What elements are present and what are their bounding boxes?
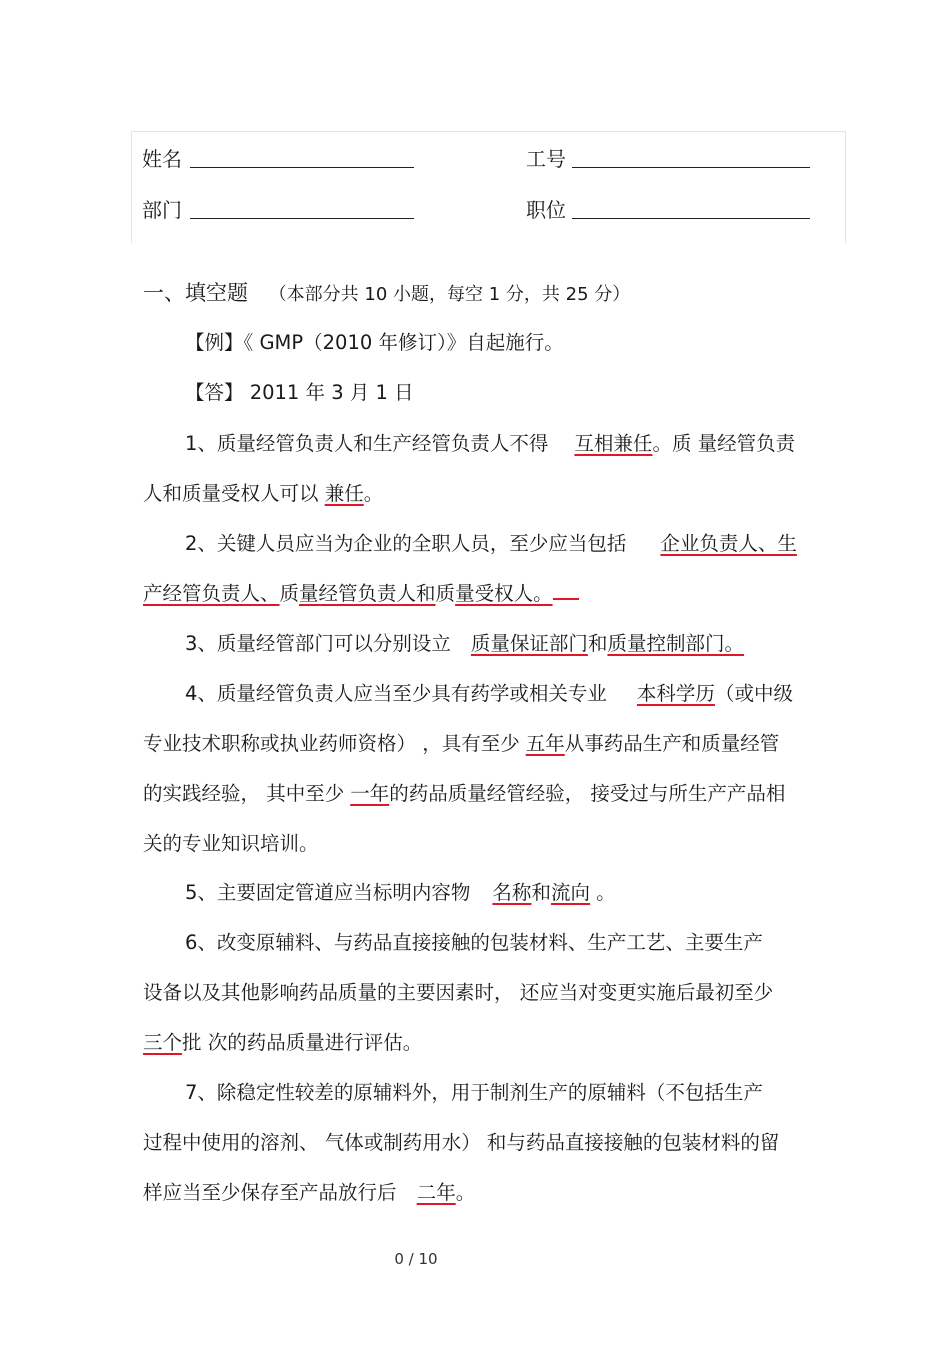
q4-text: 的实践经验， 其中至少: [143, 782, 345, 805]
q4-line-3: [143, 781, 785, 807]
q4-text: 的药品质量经管经验， 接受过与所生产产品相: [389, 782, 786, 805]
id-blank[interactable]: [572, 167, 810, 168]
name-label: 姓名: [142, 147, 182, 171]
q3-answer-2: 质量控制部门。: [607, 632, 744, 655]
q7-line-3: [143, 1180, 475, 1206]
example-answer: 【答】 2011 年 3 月 1 日: [185, 381, 414, 404]
q2-text: 2、关键人员应当为企业的全职人员，至少应当包括: [185, 532, 627, 555]
q6-line-3: [143, 1030, 422, 1056]
q1-text: 1、质量经管负责人和生产经管负责人不得: [185, 432, 549, 455]
q1-line-2: [143, 481, 383, 507]
q6-answer: 三个: [143, 1031, 183, 1054]
section-heading: [143, 280, 630, 308]
q7-text: 样应当至少保存至产品放行后: [143, 1181, 403, 1204]
position-label: 职位: [526, 198, 566, 222]
q7-line-2: 过程中使用的溶剂、 气体或制药用水） 和与药品直接接触的包装材料的留: [143, 1131, 780, 1154]
id-label: 工号: [526, 147, 566, 171]
q2-answer: 量受权人。: [455, 582, 553, 605]
q6-text: 批 次的药品质量进行评估。: [182, 1031, 423, 1054]
q7-line-1: 7、除稳定性较差的原辅料外，用于制剂生产的原辅料（不包括生产: [185, 1081, 763, 1104]
q5-answer-1: 名称: [492, 881, 532, 904]
q6-line-1: 6、改变原辅料、与药品直接接触的包装材料、生产工艺、主要生产: [185, 931, 763, 954]
q4-line-2: [143, 731, 779, 757]
q3-text: 3、质量经管部门可以分别设立: [185, 632, 451, 655]
q1-text: 。: [363, 482, 384, 505]
q3-answer-1: 质量保证部门: [470, 632, 588, 655]
q7-text: 。: [455, 1181, 476, 1204]
dept-label: 部门: [142, 198, 182, 222]
section-title: 一、填空题: [143, 281, 248, 305]
q5-text: 和: [531, 881, 551, 904]
q3-line: [185, 631, 744, 657]
q1-line-1: [185, 431, 795, 457]
q4-text: 4、质量经管负责人应当至少具有药学或相关专业: [185, 682, 607, 705]
q2-text: 质: [435, 582, 456, 605]
dept-field[interactable]: [142, 198, 182, 222]
employee-info-box: [131, 131, 846, 243]
q4-line-1: [185, 681, 793, 707]
q2-line-1: [185, 531, 797, 557]
q4-text: 专业技术职称或执业药师资格） ，具有至少: [143, 732, 520, 755]
q4-line-4: 关的专业知识培训。: [143, 832, 319, 855]
q1-answer-1: 互相兼任: [574, 432, 653, 455]
q2-line-2: [143, 581, 579, 607]
q1-text: 人和质量受权人可以: [143, 482, 325, 505]
q4-answer-3: 一年: [350, 782, 390, 805]
q2-answer: 企业负责人、生: [660, 532, 797, 555]
position-field[interactable]: [526, 198, 566, 222]
dept-blank[interactable]: [190, 218, 414, 219]
q3-text: 和: [587, 632, 608, 655]
q4-text: （或中级: [714, 682, 793, 705]
q1-answer-2: 兼任: [324, 482, 364, 505]
q4-answer-2: 五年: [525, 732, 565, 755]
q4-answer-1: 本科学历: [636, 682, 715, 705]
q1-text: 。质 量经管负责: [652, 432, 796, 455]
q4-text: 从事药品生产和质量经管: [564, 732, 780, 755]
q6-line-2: 设备以及其他影响药品质量的主要因素时， 还应当对变更实施后最初至少: [143, 981, 774, 1004]
q2-answer: 量经管负责人和: [299, 582, 436, 605]
example-question: 【例】《 GMP（2010 年修订）》自起施行。: [185, 331, 564, 354]
q2-underline-tail: [553, 597, 579, 600]
q2-answer: 产经管负责人、: [143, 582, 280, 605]
q5-text: 5、主要固定管道应当标明内容物: [185, 881, 471, 904]
section-note: （本部分共 10 小题，每空 1 分，共 25 分）: [268, 284, 631, 305]
q2-text: 质: [279, 582, 300, 605]
q5-text: 。: [589, 881, 616, 904]
position-blank[interactable]: [572, 218, 810, 219]
name-field[interactable]: [142, 147, 182, 171]
name-blank[interactable]: [190, 167, 414, 168]
page-number: 0 / 10: [394, 1250, 438, 1268]
q5-line: [185, 880, 616, 906]
id-field[interactable]: [526, 147, 566, 171]
q5-answer-2: 流向: [550, 881, 590, 904]
q7-answer: 二年: [416, 1181, 456, 1204]
